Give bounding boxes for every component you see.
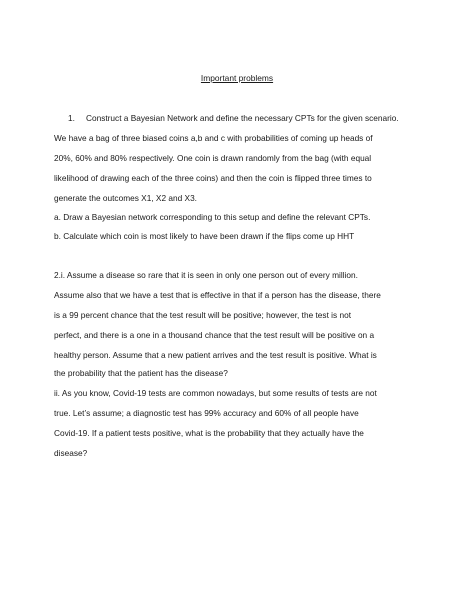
question-1-line: likelihood of drawing each of the three coins) and then the coin is flipped three times to bbox=[54, 173, 372, 183]
question-2-line: true. Let’s assume; a diagnostic test has 99% accuracy and 60% of all people have bbox=[54, 408, 359, 418]
question-1-line: 20%, 60% and 80% respectively. One coin is drawn randomly from the bag (with equal bbox=[54, 153, 372, 163]
question-2-line: Covid-19. If a patient tests positive, what is the probability that they actually have the bbox=[54, 428, 364, 438]
question-1-number: 1. bbox=[68, 113, 75, 123]
question-2-line: 2.i. Assume a disease so rare that it is seen in only one person out of every million. bbox=[54, 270, 358, 280]
question-1-part-b: b. Calculate which coin is most likely to have been drawn if the flips come up HHT bbox=[54, 231, 355, 241]
question-2-line: Assume also that we have a test that is effective in that if a person has the disease, there bbox=[54, 290, 381, 300]
question-2-line: healthy person. Assume that a new patient arrives and the test result is positive. What is bbox=[54, 350, 377, 360]
question-2-line: is a 99 percent chance that the test result will be positive; however, the test is not bbox=[54, 310, 352, 320]
question-1-heading: Construct a Bayesian Network and define the necessary CPTs for the given scenario. bbox=[86, 113, 399, 123]
question-1-line: generate the outcomes X1, X2 and X3. bbox=[54, 193, 197, 203]
question-2-line: disease? bbox=[54, 448, 88, 458]
question-2-line: the probability that the patient has the disease? bbox=[54, 368, 228, 378]
question-1-part-a: a. Draw a Bayesian network corresponding to this setup and define the relevant CPTs. bbox=[54, 212, 371, 222]
page-title: Important problems bbox=[200, 73, 274, 83]
question-2-part-ii: ii. As you know, Covid-19 tests are common nowadays, but some results of tests are not bbox=[54, 388, 377, 398]
question-1-line: We have a bag of three biased coins a,b and c with probabilities of coming up heads of bbox=[54, 133, 373, 143]
question-2-line: perfect, and there is a one in a thousand chance that the test result will be positive on a bbox=[54, 330, 375, 340]
